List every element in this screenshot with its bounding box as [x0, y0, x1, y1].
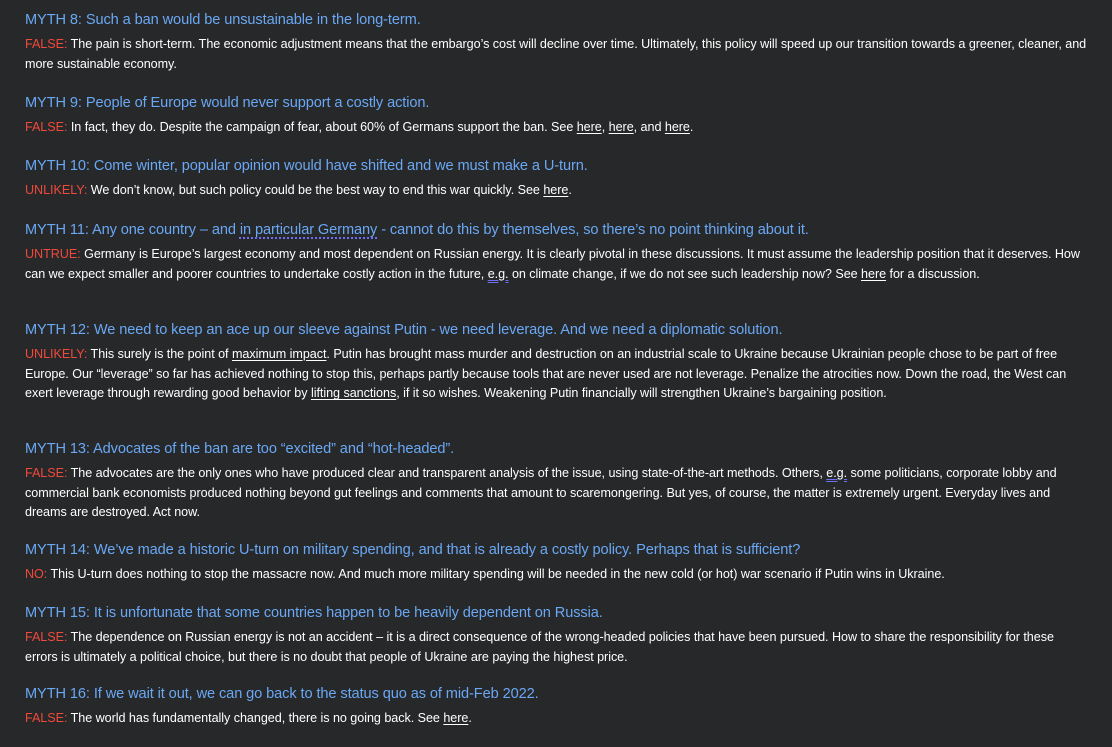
myth-11: [25, 220, 1088, 284]
myth-9: [25, 93, 1088, 138]
answer-text: The pain is short-term. The economic adjustment means that the embargo’s cost will decline over time. Ultimately, this policy will speed up our transition towards a greener, cleaner, and more sustainable economy.: [25, 37, 1087, 71]
abbreviation: e.g.: [826, 466, 848, 480]
spellcheck-phrase: in particular Germany: [239, 222, 378, 238]
punctuation: .: [568, 183, 572, 197]
myth-answer: [25, 118, 1088, 138]
verdict-label: FALSE:: [25, 711, 68, 725]
answer-text: In fact, they do. Despite the campaign of fear, about 60% of Germans support the ban. See: [67, 120, 577, 134]
separator: ,: [601, 120, 609, 134]
verdict-label: NO:: [25, 567, 48, 581]
answer-text: This surely is the point of: [87, 347, 232, 361]
myth-answer: [25, 565, 1088, 585]
verdict-label: FALSE:: [25, 37, 68, 51]
myth-heading: [25, 220, 1088, 240]
myth-heading: MYTH 12: We need to keep an ace up our sleeve against Putin - we need leverage. And we need a diplomatic solution.: [25, 322, 783, 338]
answer-text: The dependence on Russian energy is not an accident – it is a direct consequence of the wrong-headed policies that have been pursued. How to share the responsibility for these errors is ultimately a political choice, but there is no doubt that people of Ukraine are paying the highest price.: [25, 630, 1054, 664]
myth-heading: MYTH 9: People of Europe would never support a costly action.: [25, 95, 430, 111]
abbreviation: e.g.: [487, 266, 509, 281]
myth-answer: [25, 245, 1088, 284]
answer-text: The world has fundamentally changed, there is no going back. See: [67, 711, 444, 725]
myth-answer: [25, 345, 1088, 404]
answer-text: We don’t know, but such policy could be the best way to end this war quickly. See: [87, 183, 544, 197]
answer-text: . Putin has brought mass murder and destruction on an industrial scale to Ukraine because Ukrainian people chose to be part of free Europe. Our “leverage” so far has achieved nothing to stop this, perhaps partly because tools that are never used are not leverage. Penalize the atrocities now. Down the road, the West can exert leverage through rewarding good behavior by: [25, 347, 1067, 401]
verdict-label: UNLIKELY:: [25, 347, 88, 361]
here-link[interactable]: here: [443, 711, 469, 725]
answer-text: This U-turn does nothing to stop the massacre now. And much more military spending will be needed in the new cold (or hot) war scenario if Putin wins in Ukraine.: [47, 567, 945, 581]
verdict-label: FALSE:: [25, 466, 68, 480]
here-link[interactable]: here: [861, 266, 887, 281]
answer-text: on climate change, if we do not see such leadership now? See: [508, 266, 862, 281]
myth-14: [25, 540, 1088, 585]
myth-12: [25, 320, 1088, 404]
myth-answer: [25, 35, 1088, 74]
myth-heading: MYTH 15: It is unfortunate that some countries happen to be heavily dependent on Russia.: [25, 605, 603, 621]
answer-text: Germany is Europe’s largest economy and most dependent on Russian energy. It is clearly pivotal in these discussions. It must assume the leadership position that it deserves. How can we expect smaller and poorer countries to undertake costly action in the future,: [25, 247, 1080, 281]
here-link-1[interactable]: here: [576, 120, 602, 134]
verdict-label: FALSE:: [25, 120, 68, 134]
myth-heading: MYTH 14: We’ve made a historic U-turn on military spending, and that is already a costly policy. Perhaps that is sufficient?: [25, 542, 801, 558]
answer-text: for a discussion.: [886, 266, 980, 281]
myth-13: [25, 439, 1088, 523]
maximum-impact-link[interactable]: maximum impact: [231, 347, 327, 361]
here-link-2[interactable]: here: [608, 120, 634, 134]
myth-answer: [25, 628, 1088, 667]
myth-heading: MYTH 8: Such a ban would be unsustainable in the long-term.: [25, 12, 421, 28]
lifting-sanctions-link[interactable]: lifting sanctions: [310, 386, 397, 401]
myth-15: [25, 603, 1088, 667]
myth-heading: MYTH 13: Advocates of the ban are too “excited” and “hot-headed”.: [25, 441, 455, 457]
myth-answer: [25, 464, 1088, 523]
verdict-label: FALSE:: [25, 630, 68, 644]
verdict-label: UNTRUE:: [25, 247, 81, 261]
punctuation: .: [468, 711, 472, 725]
answer-text: The advocates are the only ones who have produced clear and transparent analysis of the issue, using state-of-the-art methods. Others,: [67, 466, 827, 480]
heading-part: - cannot do this by themselves, so there’s no point thinking about it.: [377, 222, 809, 238]
here-link[interactable]: here: [543, 183, 569, 197]
answer-text: , if it so wishes. Weakening Putin financially will strengthen Ukraine’s bargaining position.: [396, 386, 887, 401]
verdict-label: UNLIKELY:: [25, 183, 88, 197]
separator: , and: [633, 120, 665, 134]
heading-part: MYTH 11: Any one country – and: [25, 222, 240, 238]
answer-text: some politicians, corporate lobby and commercial bank economists produced nothing beyond gut feelings and comments that amount to scaremongering. But yes, of course, the matter is extremely urgent. Everyday lives and dreams are destroyed. Act now.: [25, 466, 1057, 520]
here-link-3[interactable]: here: [664, 120, 690, 134]
myth-answer: [25, 181, 1088, 201]
myth-16: [25, 684, 1088, 729]
myth-answer: [25, 709, 1088, 729]
myth-10: [25, 156, 1088, 201]
myth-heading: MYTH 16: If we wait it out, we can go back to the status quo as of mid-Feb 2022.: [25, 686, 539, 702]
myth-8: [25, 10, 1088, 74]
punctuation: .: [689, 120, 694, 134]
myth-heading: MYTH 10: Come winter, popular opinion would have shifted and we must make a U-turn.: [25, 158, 588, 174]
